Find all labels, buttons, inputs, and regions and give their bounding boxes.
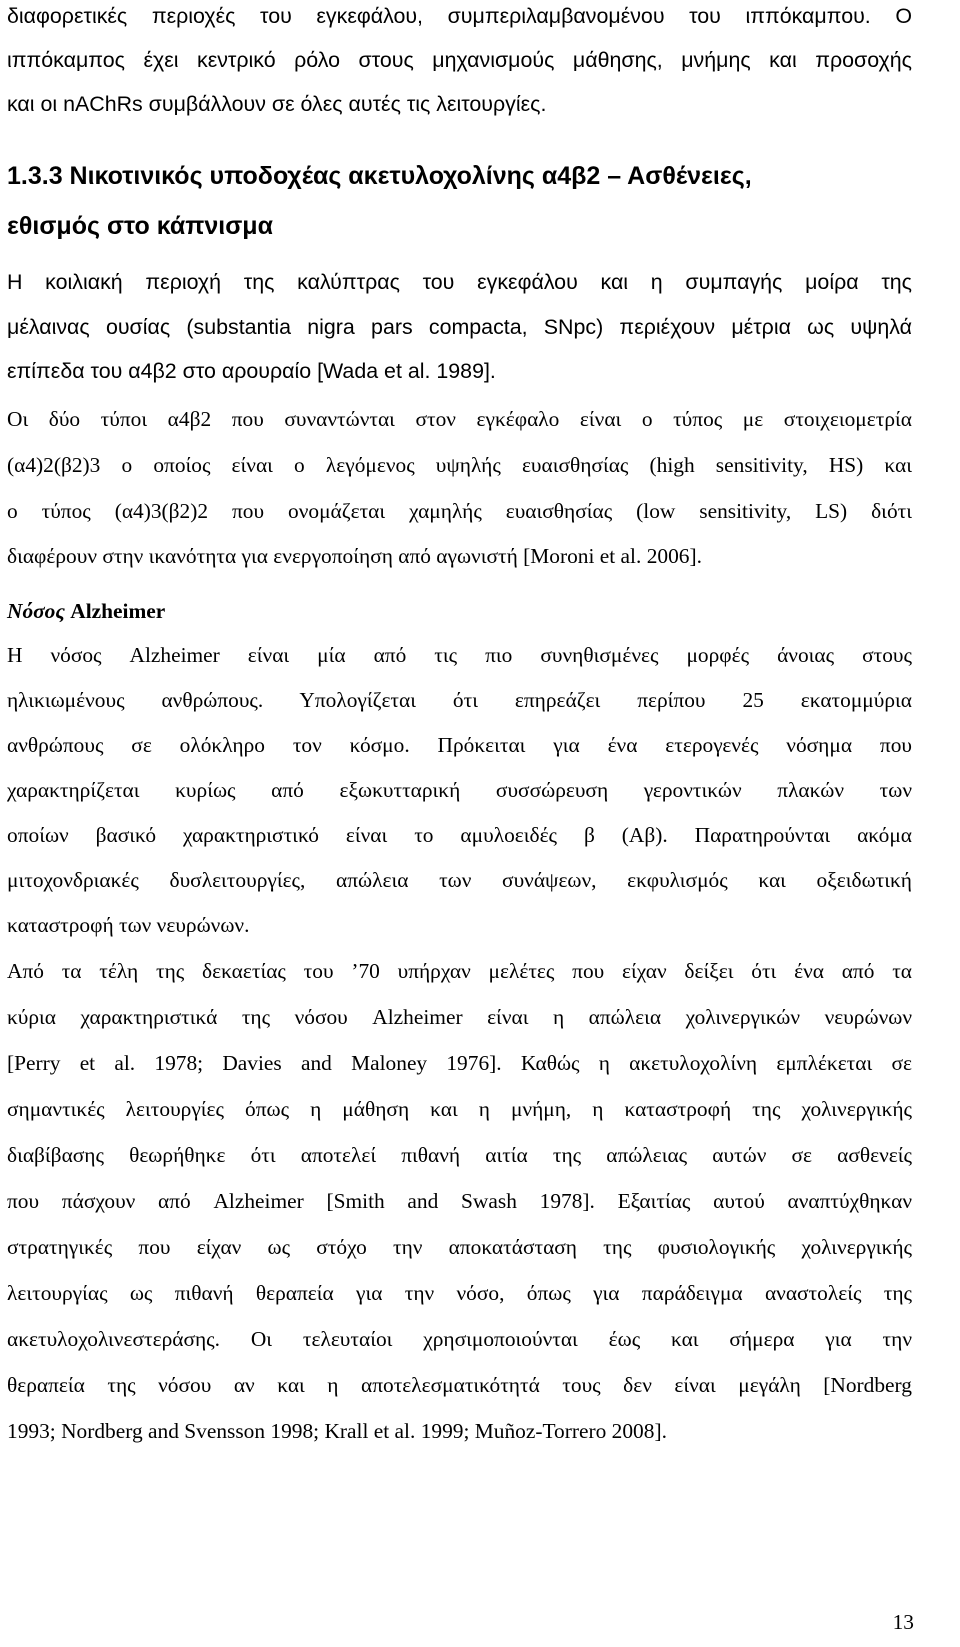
subheading-alzheimer [7,597,912,625]
text-line: οποίων βασικό χαρακτηριστικό είναι το αμυλοειδές β (Αβ). Παρατηρούνται ακόμα [7,823,912,847]
text-line: Από τα τέλη της δεκαετίας του ’70 υπήρχαν μελέτες που είχαν δείξει ότι ένα από τα [7,959,912,983]
text-line: σημαντικές λειτουργίες όπως η μάθηση και η μνήμη, η καταστροφή της χολινεργικής [7,1097,912,1121]
text-line: ο τύπος (α4)3(β2)2 που ονομάζεται χαμηλής ευαισθησίας (low sensitivity, LS) διότι [7,499,912,523]
text-line: χαρακτηρίζεται κυρίως από εξωκυτταρική συσσώρευση γεροντικών πλακών των [7,778,912,802]
subheading-italic: Νόσος [7,599,65,623]
text-line: 1993; Nordberg and Svensson 1998; Krall et al. 1999; Muñoz-Torrero 2008]. [7,1419,667,1443]
text-line: [Perry et al. 1978; Davies and Maloney 1976]. Καθώς η ακετυλοχολίνη εμπλέκεται σε [7,1051,912,1075]
text-line: Οι δύο τύποι α4β2 που συναντώνται στον εγκέφαλο είναι ο τύπος με στοιχειομετρία [7,407,912,431]
text-line: επίπεδα του α4β2 στο αρουραίο [Wada et al. 1989]. [7,359,496,383]
text-line: κύρια χαρακτηριστικά της νόσου Alzheimer είναι η απώλεια χολινεργικών νευρώνων [7,1005,912,1029]
text-line: ανθρώπους σε ολόκληρο τον κόσμο. Πρόκειται για ένα ετερογενές νόσημα που [7,733,912,757]
text-line: μέλαινας ουσίας (substantia nigra pars compacta, SNpc) περιέχουν μέτρια ως υψηλά [7,315,912,339]
text-line: θεραπεία της νόσου αν και η αποτελεσματικότητά τους δεν είναι μεγάλη [Nordberg [7,1373,912,1397]
text-line: ακετυλοχολινεστεράσης. Οι τελευταίοι χρησιμοποιούνται έως και σήμερα για την [7,1327,912,1351]
text-line: Η νόσος Alzheimer είναι μία από τις πιο συνηθισμένες μορφές άνοιας στους [7,643,912,667]
heading-line: εθισμός στο κάπνισμα [7,212,273,240]
text-line: ηλικιωμένους ανθρώπους. Υπολογίζεται ότι επηρεάζει περίπου 25 εκατομμύρια [7,688,912,712]
text-line: ιππόκαμπος έχει κεντρικό ρόλο στους μηχανισμούς μάθησης, μνήμης και προσοχής [7,48,912,72]
text-line: διαφέρουν στην ικανότητα για ενεργοποίηση από αγωνιστή [Moroni et al. 2006]. [7,544,702,568]
text-line: Η κοιλιακή περιοχή της καλύπτρας του εγκεφάλου και η συμπαγής μοίρα της [7,270,912,294]
page-number: 13 [892,1610,914,1634]
text-line: μιτοχονδριακές δυσλειτουργίες, απώλεια των συνάψεων, εκφυλισμός και οξειδωτική [7,868,912,892]
heading-line: 1.3.3 Νικοτινικός υποδοχέας ακετυλοχολίνης α4β2 – Ασθένειες, [7,162,752,190]
text-line: διαβίβασης θεωρήθηκε ότι αποτελεί πιθανή αιτία της απώλειας αυτών σε ασθενείς [7,1143,912,1167]
subheading-bold: Alzheimer [70,599,166,623]
text-line: καταστροφή των νευρώνων. [7,913,250,937]
text-line: διαφορετικές περιοχές του εγκεφάλου, συμπεριλαμβανομένου του ιππόκαμπου. Ο [7,4,912,28]
text-line: λειτουργίας ως πιθανή θεραπεία για την νόσο, όπως για παράδειγμα αναστολείς της [7,1281,912,1305]
text-line: (α4)2(β2)3 ο οποίος είναι ο λεγόμενος υψηλής ευαισθησίας (high sensitivity, HS) και [7,453,912,477]
text-line: που πάσχουν από Alzheimer [Smith and Swash 1978]. Εξαιτίας αυτού αναπτύχθηκαν [7,1189,912,1213]
text-line: και οι nAChRs συμβάλλουν σε όλες αυτές τις λειτουργίες. [7,92,547,116]
text-line: στρατηγικές που είχαν ως στόχο την αποκατάσταση της φυσιολογικής χολινεργικής [7,1235,912,1259]
